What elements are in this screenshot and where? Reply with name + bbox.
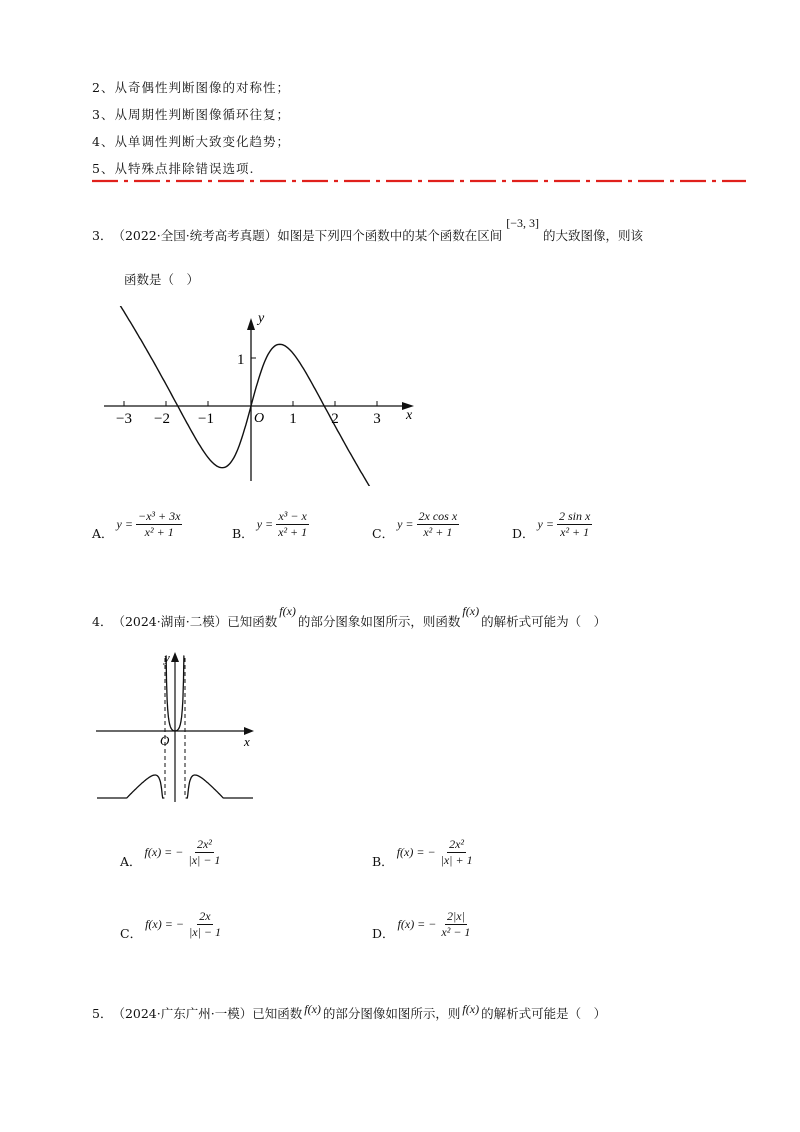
- question-5-text-2: 的部分图像如图所示，则: [322, 1006, 461, 1021]
- q4-option-d-label: D．: [372, 926, 395, 941]
- q3-x-axis-label: x: [406, 408, 413, 423]
- q4-curve-right-branch: [186, 775, 253, 798]
- question-4-number: 4．: [92, 614, 113, 629]
- q3-option-c-lhs: y =: [397, 516, 414, 531]
- q3-option-b-label: B．: [232, 526, 254, 541]
- question-4-line: [92, 603, 607, 630]
- q4-option-c-den: |x| − 1: [188, 924, 221, 939]
- question-4-text-2: 的部分图象如图所示，则函数: [297, 614, 461, 629]
- tip-item-5: 5、从特殊点排除错误选项.: [92, 161, 255, 176]
- q3-option-a: [92, 506, 182, 542]
- q4-option-a: [120, 834, 222, 870]
- q3-option-a-num: −x³ + 3x: [137, 508, 181, 523]
- q3-x-tick-m3: −3: [116, 411, 132, 427]
- tip-item-3: 3、从周期性判断图像循环往复；: [92, 107, 290, 122]
- q4-origin-label: O: [160, 733, 170, 748]
- q3-option-d-lhs: y =: [537, 516, 554, 531]
- tip-item-4: 4、从单调性判断大致变化趋势；: [92, 134, 290, 149]
- q4-x-axis-label: x: [244, 734, 250, 749]
- q4-option-d-lhs: f(x) = −: [397, 916, 437, 931]
- question-3-text-after: 的大致图像，则该: [543, 228, 644, 243]
- q4-option-c: [120, 906, 223, 942]
- q3-x-tick-1: 1: [289, 411, 297, 427]
- q4-option-a-lhs: f(x) = −: [144, 844, 184, 859]
- question-5-line: [92, 1001, 607, 1022]
- q3-option-c-label: C．: [372, 526, 395, 541]
- q4-option-c-lhs: f(x) = −: [145, 916, 184, 931]
- question-3-line1: [92, 215, 644, 244]
- q3-option-b-den: x² + 1: [278, 524, 308, 539]
- q4-option-d-den: x² − 1: [441, 924, 471, 939]
- question-5-source: （2024·广东广州·一模）: [112, 1006, 253, 1021]
- q3-option-a-label: A．: [92, 526, 114, 541]
- question-5-fx-2: f(x): [462, 1001, 480, 1016]
- q3-x-tick-m1: −1: [198, 411, 214, 427]
- question-4-text-1: 已知函数: [227, 614, 278, 629]
- q4-option-b-num: 2x²: [449, 836, 465, 851]
- question-4-graph: [94, 646, 264, 806]
- q3-option-c-num: 2x cos x: [418, 508, 458, 523]
- question-3-number: 3．: [92, 228, 113, 243]
- question-3-interval: [−3, 3]: [506, 215, 539, 230]
- question-4-fx-2: f(x): [462, 603, 480, 618]
- question-5-text-3: 的解析式可能是（ ）: [481, 1006, 607, 1021]
- q4-option-a-den: |x| − 1: [188, 852, 221, 867]
- section-divider: [90, 176, 750, 186]
- q3-option-b-num: x³ − x: [278, 508, 307, 523]
- q3-y-arrow: [247, 318, 255, 330]
- q3-option-d-den: x² + 1: [560, 524, 590, 539]
- q4-y-axis-label: y: [164, 650, 170, 665]
- q3-x-tick-3: 3: [373, 411, 381, 427]
- question-5-text-1: 已知函数: [252, 1006, 303, 1021]
- q4-option-b: [372, 834, 475, 870]
- q3-y-tick-1: 1: [237, 352, 245, 368]
- question-5-fx-1: f(x): [304, 1001, 321, 1016]
- q3-option-a-den: x² + 1: [144, 524, 174, 539]
- question-3-graph: [100, 306, 420, 486]
- q3-option-a-lhs: y =: [116, 516, 133, 531]
- q4-option-b-den: |x| + 1: [440, 852, 473, 867]
- q4-option-d: [372, 906, 472, 942]
- q3-option-d-label: D．: [512, 526, 535, 541]
- q3-option-c-den: x² + 1: [423, 524, 453, 539]
- question-4-fx-1: f(x): [279, 603, 296, 618]
- tip-item-2: 2、从奇偶性判断图像的对称性；: [92, 80, 290, 95]
- q3-option-c: [372, 506, 459, 542]
- q3-option-d: [512, 506, 592, 542]
- q3-y-axis-label: y: [258, 311, 265, 326]
- q4-option-b-label: B．: [372, 854, 394, 869]
- q4-y-arrow: [171, 652, 179, 662]
- q4-option-a-label: A．: [120, 854, 142, 869]
- q3-x-tick-m2: −2: [154, 411, 170, 427]
- question-3-source: （2022·全国·统考高考真题）: [112, 228, 278, 243]
- q3-option-b-lhs: y =: [256, 516, 274, 531]
- q3-option-d-num: 2 sin x: [558, 508, 591, 523]
- q3-x-tick-2: 2: [331, 411, 339, 427]
- q4-option-c-label: C．: [120, 926, 143, 941]
- q4-option-c-num: 2x: [199, 908, 211, 923]
- q4-option-a-num: 2x²: [196, 836, 212, 851]
- q4-curve-left-branch: [97, 775, 164, 798]
- question-4-source: （2024·湖南·二模）: [112, 614, 228, 629]
- q4-option-d-num: 2|x|: [446, 908, 465, 923]
- question-3-line2: 函数是（ ）: [124, 272, 200, 287]
- q4-option-b-lhs: f(x) = −: [396, 844, 436, 859]
- question-3-text-before: 如图是下列四个函数中的某个函数在区间: [277, 228, 503, 243]
- q3-origin-label: O: [254, 411, 265, 426]
- question-4-text-3: 的解析式可能为（ ）: [481, 614, 607, 629]
- question-5-number: 5．: [92, 1006, 113, 1021]
- q3-option-b: [232, 506, 309, 542]
